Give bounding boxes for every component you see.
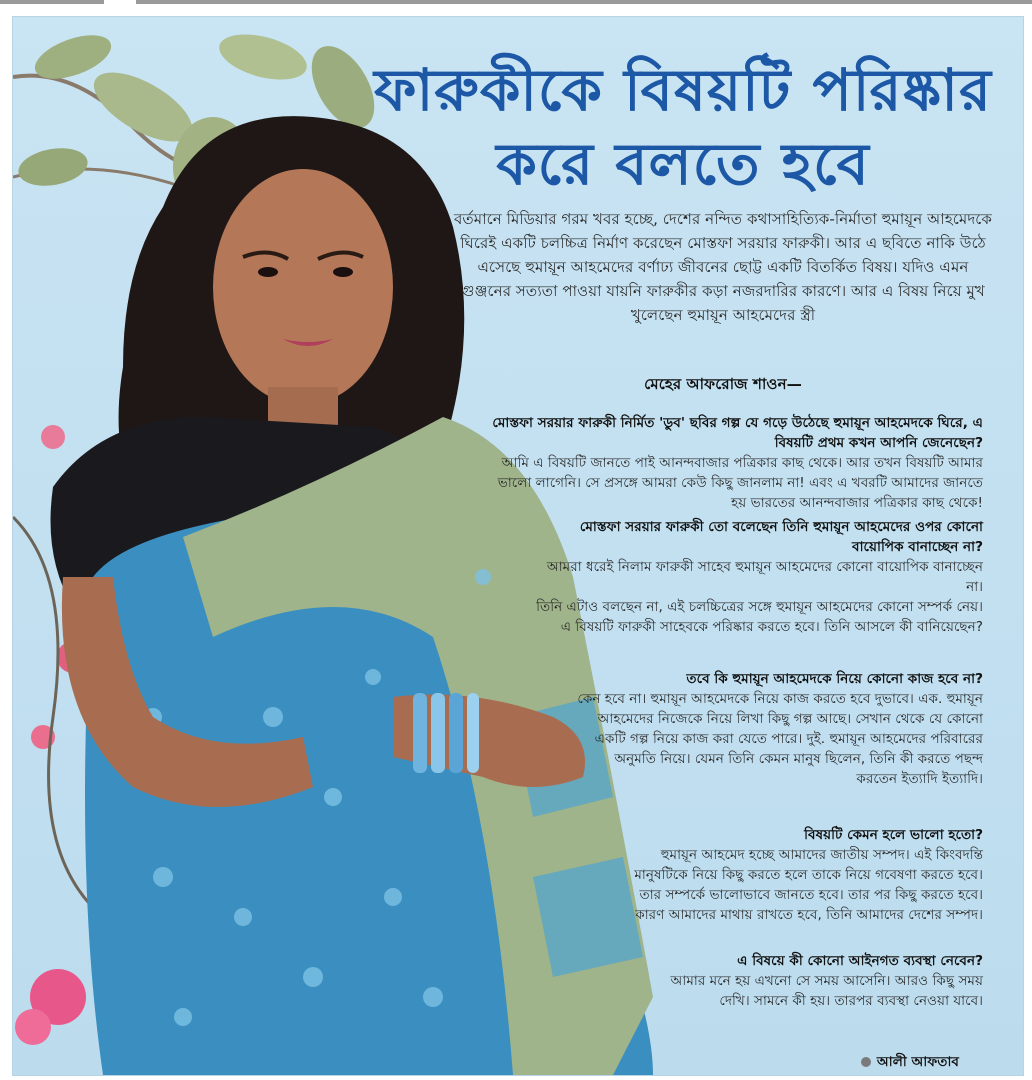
qa-block-4 xyxy=(613,825,983,925)
byline xyxy=(861,1051,959,1074)
top-rule-left xyxy=(0,0,104,4)
qa-question: মোস্তফা সরয়ার ফারুকী তো বলেছেন তিনি হুমায়ূন আহমেদের ওপর কোনো বায়োপিক বানাচ্ছেন না? xyxy=(579,519,983,555)
qa-question: বিষয়টি কেমন হলে ভালো হতো? xyxy=(804,827,983,843)
qa-answer: আমরা ধরেই নিলাম ফারুকী সাহেব হুমায়ূন আহমেদের কোনো বায়োপিক বানাচ্ছেন না। xyxy=(546,559,983,595)
qa-answer: আমি এ বিষয়টি জানতে পাই আনন্দবাজার পত্রিকার কাছ থেকে। আর তখন বিষয়টি আমার ভালো লাগেনি। সে প্রসঙ্গে আমরা কেউ কিছু জানলাম না! এবং এ খবরটি আমাদের জানতে হয় ভারতের আনন্দবাজার পত্রিকার কাছ থেকে! xyxy=(497,455,983,511)
qa-question: তবে কি হুমায়ূন আহমেদকে নিয়ে কোনো কাজ হবে না? xyxy=(686,671,983,687)
qa-question: মোস্তফা সরয়ার ফারুকী নির্মিত 'ডুব' ছবির গল্প যে গড়ে উঠেছে হুমায়ূন আহমেদকে ঘিরে, এ বিষয়টি প্রথম কখন আপনি জেনেছেন? xyxy=(492,415,983,451)
headline-line-1: ফারুকীকে বিষয়টি পরিষ্কার xyxy=(374,56,992,124)
headline xyxy=(343,53,1023,201)
bullet-icon xyxy=(861,1057,871,1067)
qa-answer-continued: তিনি এটাও বলছেন না, এই চলচ্চিত্রের সঙ্গে হুমায়ূন আহমেদের কোনো সম্পর্ক নেয়। এ বিষয়টি ফারুকী সাহেবকে পরিষ্কার করতে হবে। তিনি আসলে কী বানিয়েছেন? xyxy=(536,599,983,635)
qa-answer: হুমায়ূন আহমেদ হচ্ছে আমাদের জাতীয় সম্পদ। এই কিংবদন্তি মানুষটিকে নিয়ে কিছু করতে হলে তাকে নিয়ে গবেষণা করতে হবে। তার সম্পর্কে ভালোভাবে জানতে হবে। তার পর কিছু করতে হবে। কারণ আমাদের মাথায় রাখতে হবে, তিনি আমাদের দেশের সম্পদ। xyxy=(634,847,983,923)
byline-author: আলী আফতাব xyxy=(876,1054,959,1070)
qa-block-3 xyxy=(573,669,983,789)
interviewee-name: মেহের আফরোজ শাওন— xyxy=(644,375,802,393)
qa-block-1 xyxy=(483,413,983,513)
qa-answer: আমার মনে হয় এখনো সে সময় আসেনি। আরও কিছু সময় দেখি। সামনে কী হয়। তারপর ব্যবস্থা নেওয়া যাবে। xyxy=(670,973,983,1009)
article-frame xyxy=(12,16,1024,1076)
qa-answer: কেন হবে না। হুমায়ূন আহমেদকে নিয়ে কাজ করতে হবে দুভাবে। এক. হুমায়ূন আহমেদের নিজেকে নিয়ে লিখা কিছু গল্প আছে। সেখান থেকে যে কোনো একটি গল্প নিয়ে কাজ করা যেতে পারে। দুই. হুমায়ূন আহমেদের পরিবারের অনুমতি নিয়ে। যেমন তিনি কেমন মানুষ ছিলেন, তিনি কী করতে পছন্দ করতেন ইত্যাদি ইত্যাদি। xyxy=(577,691,983,787)
qa-block-2 xyxy=(533,517,983,637)
headline-line-2: করে বলতে হবে xyxy=(496,130,870,198)
qa-block-5 xyxy=(653,951,983,1011)
intro-paragraph: বর্তমানে মিডিয়ার গরম খবর হচ্ছে, দেশের নন্দিত কথাসাহিত্যিক-নির্মাতা হুমায়ূন আহমেদকে ঘিরেই একটি চলচ্চিত্র নির্মাণ করেছেন মোস্তফা সরয়ার ফারুকী। আর এ ছবিতে নাকি উঠে এসেছে হুমায়ূন আহমেদের বর্ণাঢ্য জীবনের ছোট্ট একটি বিতর্কিত বিষয়। যদিও এমন গুঞ্জনের সত্যতা পাওয়া যায়নি ফারুকীর কড়া নজরদারির কারণে। আর এ বিষয় নিয়ে মুখ খুলেছেন হুমায়ূন আহমেদের স্ত্রী xyxy=(453,210,993,324)
qa-question: এ বিষয়ে কী কোনো আইনগত ব্যবস্থা নেবেন? xyxy=(737,953,983,969)
top-rule-right xyxy=(136,0,1032,4)
